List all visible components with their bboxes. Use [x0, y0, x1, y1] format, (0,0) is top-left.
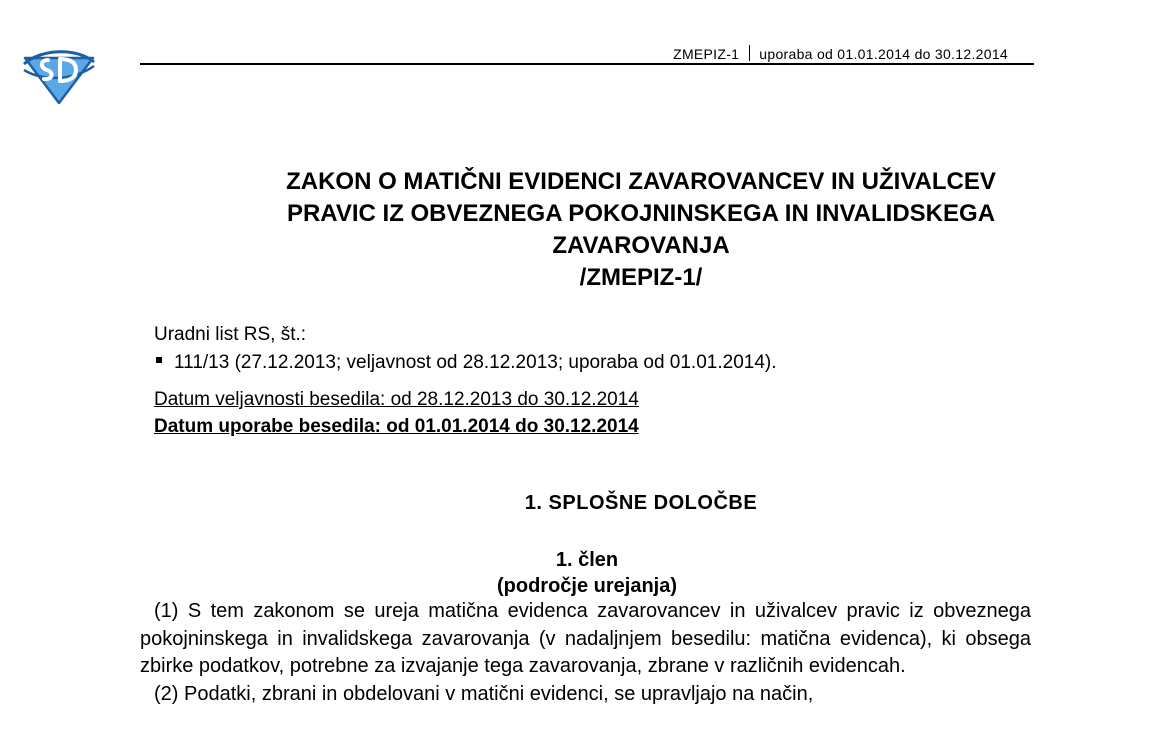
- title-line: ZAVAROVANJA: [552, 232, 730, 259]
- gazette-entry: [154, 349, 777, 377]
- bullet-icon: [156, 357, 162, 363]
- article-body: [140, 598, 1031, 708]
- header-separator: [749, 45, 750, 61]
- header-code: ZMEPIZ-1: [673, 46, 740, 62]
- header-text: [673, 45, 1008, 62]
- title-abbreviation: /ZMEPIZ-1/: [579, 264, 703, 291]
- validity-date: Datum veljavnosti besedila: od 28.12.2013 do 30.12.2014: [154, 389, 639, 410]
- title-line: ZAKON O MATIČNI EVIDENCI ZAVAROVANCEV IN UŽIVALCEV: [286, 168, 996, 195]
- article-number: 1. člen: [555, 549, 619, 571]
- text-dates: [154, 386, 639, 440]
- sd-logo-icon: [22, 46, 96, 104]
- gazette-label: Uradni list RS, št.:: [154, 324, 307, 345]
- title-line: PRAVIC IZ OBVEZNEGA POKOJNINSKEGA IN INVALIDSKEGA: [286, 200, 996, 227]
- article-paragraph: (1) S tem zakonom se ureja matična evidenca zavarovancev in uživalcev pravic iz obveznega pokojninskega in invalidskega zavarovanja (v nadaljnjem besedilu: matična evidenca), ki obsega zbirke podatkov, potrebne za izvajanje tega zavarovanja, zbrane v različnih evidencah.: [140, 600, 1031, 677]
- document-title: [140, 166, 1142, 294]
- article-paragraph: (2) Podatki, zbrani in obdelovani v matični evidenci, se upravljajo na način,: [154, 682, 814, 705]
- article-subtitle: (področje urejanja): [496, 575, 678, 597]
- header-period: uporaba od 01.01.2014 do 30.12.2014: [759, 46, 1008, 62]
- application-date: Datum uporabe besedila: od 01.01.2014 do 30.12.2014: [154, 416, 639, 437]
- gazette-entry-text: 111/13 (27.12.2013; veljavnost od 28.12.2013; uporaba od 01.01.2014).: [174, 352, 777, 373]
- official-gazette: [154, 321, 777, 377]
- page-header: [140, 44, 1034, 65]
- section-title: 1. SPLOŠNE DOLOČBE: [524, 492, 758, 514]
